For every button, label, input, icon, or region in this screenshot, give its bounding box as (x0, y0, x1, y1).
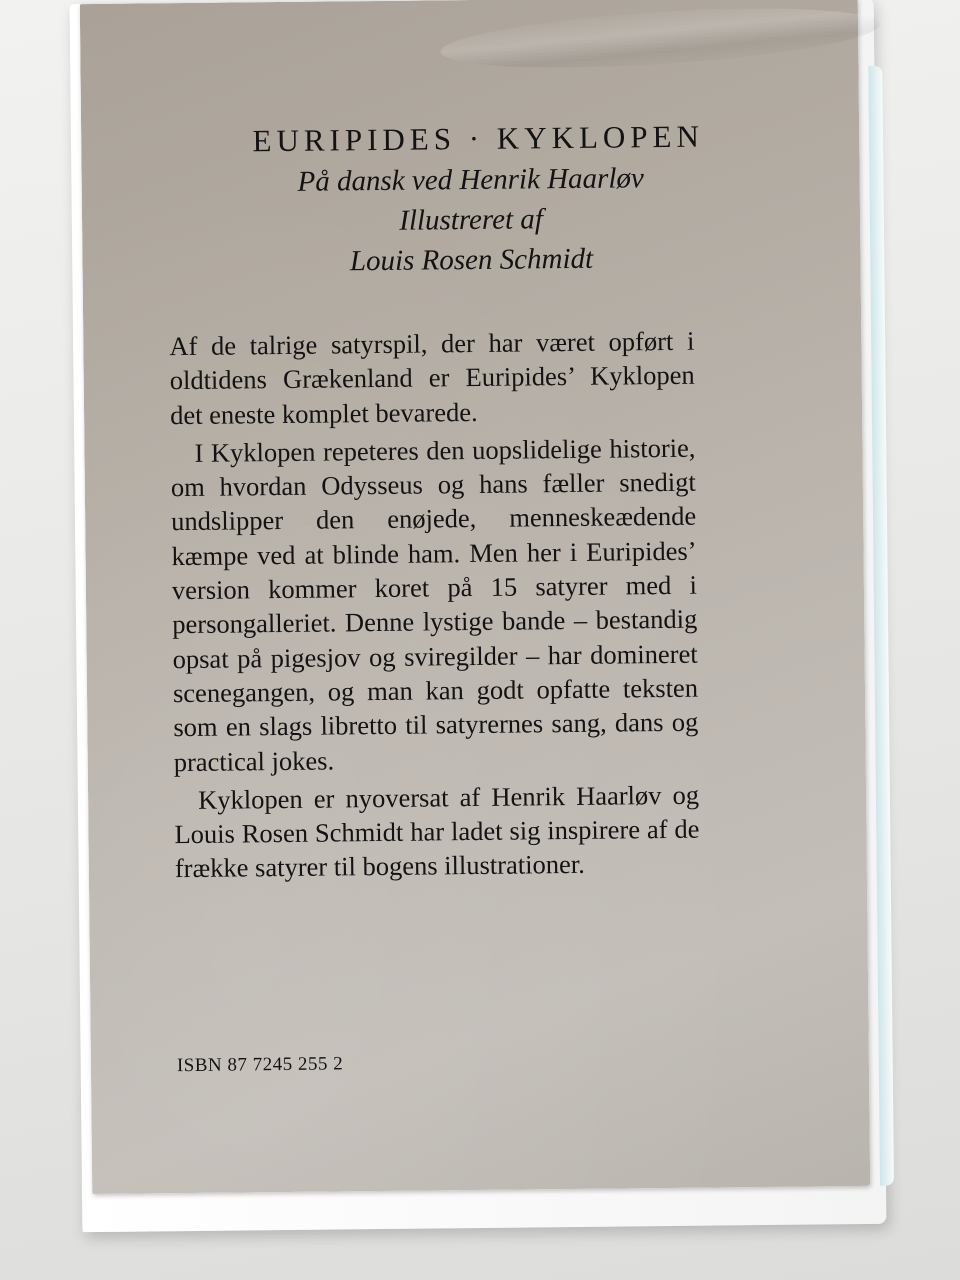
illustrated-by-line: Illustreret af (399, 203, 544, 237)
blurb-paragraph-2: I Kyklopen repeteres den uopslidelige historie, om hvordan Odysseus og hans fæller snedigt undslipper den enøjede, menneskeædende kæmpe ved at blinde ham. Men her i Euripides’ version kommer koret på 15 satyrer med i persongalleriet. Denne lystige bande – bestandig opsat på pigesjov og sviregilder – har domineret scenegangen, og man kan godt opfatte teksten som en slags libretto til satyrernes sang, dans og practical jokes. (170, 432, 699, 777)
isbn-number: ISBN 87 7245 255 2 (176, 1053, 344, 1077)
illustrator-line: Louis Rosen Schmidt (349, 242, 594, 278)
cover-content (80, 0, 870, 1194)
book-back-cover (80, 0, 870, 1194)
blurb-paragraph-3: Kyklopen er nyoversat af Henrik Haarløv og Louis Rosen Schmidt har ladet sig inspirere af de frække satyrer til bogens illustrationer. (174, 779, 700, 884)
blurb-paragraph-1: Af de talrige satyrspil, der har været opført i oldtidens Grækenland er Euripides’ Kyklopen det eneste komplet bevarede. (169, 325, 695, 430)
cover-heading (81, 114, 861, 284)
blurb (169, 324, 700, 886)
board-edge (868, 66, 894, 1186)
translator-line: På dansk ved Henrik Haarløv (297, 162, 644, 198)
book-title: EURIPIDES · KYKLOPEN (252, 118, 705, 159)
